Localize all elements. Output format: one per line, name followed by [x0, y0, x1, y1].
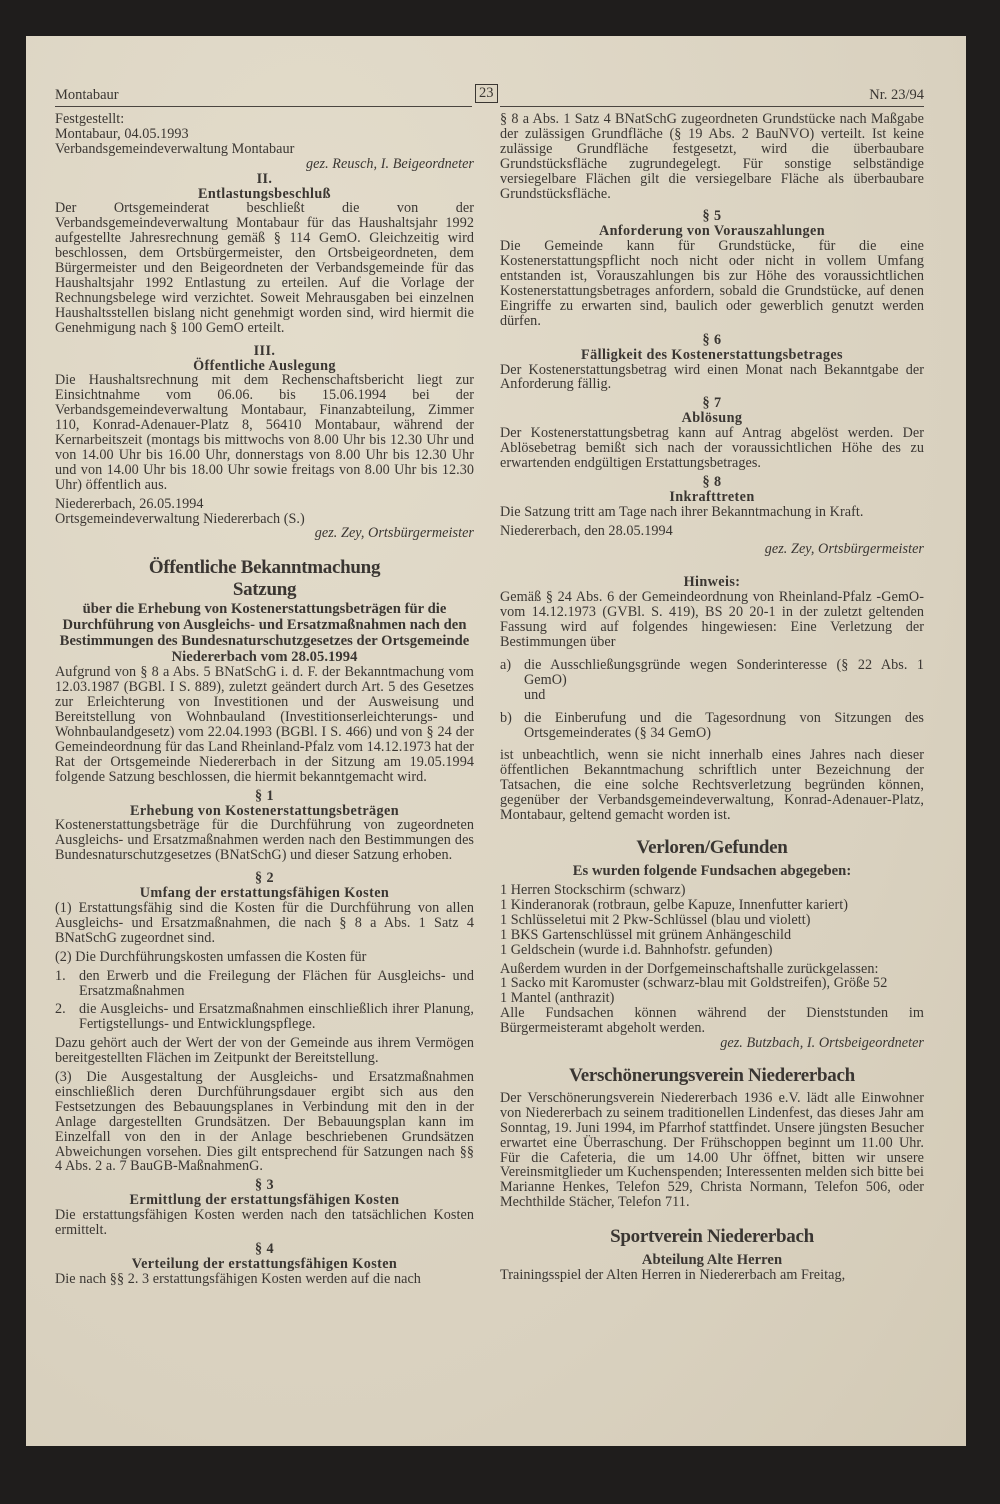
paragraph-8-title: Inkrafttreten	[669, 488, 755, 505]
paragraph-1-title: Erhebung von Kostenerstattungsbeträgen	[129, 802, 399, 819]
list-item-letter: b)	[500, 709, 512, 726]
paragraph-5-body: Die Gemeinde kann für Grundstücke, für die eine Kostenerstattungspflicht noch nicht oder nicht in vollem Umfang entstanden ist, Vorauszahlungen bis zur Höhe des voraussichtlichen Kostenerstattungsbetrages anfordern, sobald die Grundstücke, auf denen Eingriffe zu erwarten sind, baulich oder gewerblich genutzt werden dürfen.	[500, 238, 924, 329]
paragraph-2-abs1: (1) Erstattungsfähig sind die Kosten für die Durchführung von allen Ausgleichs- und Ersatzmaßnahmen, die nach § 8 a Abs. 1 Satz 4 BNatSchG zugeordnet sind.	[55, 899, 474, 946]
sportverein-body: Trainingsspiel der Alten Herren in Niedererbach am Freitag,	[500, 1267, 846, 1284]
list-item-number: 2.	[55, 1001, 66, 1018]
list-item: 1 Sacko mit Karomuster (schwarz-blau mit Goldstreifen), Größe 52	[500, 975, 888, 992]
issue-number: Nr. 23/94	[869, 87, 924, 103]
paragraph-3-number: § 3	[255, 1177, 274, 1194]
paragraph-5-title: Anforderung von Vorauszahlungen	[598, 223, 826, 240]
list-item-text: die Ausgleichs- und Ersatzmaßnahmen einschließlich ihrer Planung, Fertigstellungs- und Entwicklungspflege.	[79, 1001, 474, 1033]
festgestellt-date: Montabaur, 04.05.1993	[55, 125, 189, 142]
list-item	[500, 658, 924, 703]
paragraph-6-title: Fälligkeit des Kostenerstattungsbetrages	[581, 346, 843, 363]
list-item: 1 Kinderanorak (rotbraun, gelbe Kapuze, Innenfutter kariert)	[500, 896, 849, 913]
paragraph-8-number: § 8	[702, 473, 722, 490]
hinweis-body: Gemäß § 24 Abs. 6 der Gemeindeordnung von Rheinland-Pfalz -GemO- vom 14.12.1973 (GVBl. S. 419), BS 20 20-1 in der zuletzt geltenden Fassung wird auf folgendes hingewiesen: Eine Verletzung der Bestimmungen über	[500, 589, 924, 650]
festgestellt-signature: gez. Reusch, I. Beigeordneter	[306, 155, 474, 172]
right-column	[500, 112, 924, 1283]
paragraph-7-number: § 7	[702, 395, 722, 412]
section-2-number: II.	[256, 170, 273, 187]
paragraph-1-body: Kostenerstattungsbeträge für die Durchführung von zugeordneten Ausgleichs- und Ersatzmaßnahmen werden nach den Bestimmungen des Bundesnaturschutzgesetzes (BNatSchG) und dieser Satzung erhoben.	[55, 817, 474, 864]
festgestellt-org: Verbandsgemeindeverwaltung Montabaur	[55, 140, 295, 157]
section-3-date: Niedererbach, 26.05.1994	[55, 495, 204, 512]
lost-pickup: Alle Fundsachen können während der Dienststunden im Bürgermeisteramt abgeholt werden.	[500, 1005, 924, 1037]
list-item: 1 Mantel (anthrazit)	[500, 990, 615, 1007]
lost-found-signature: gez. Butzbach, I. Ortsbeigeordneter	[720, 1035, 924, 1052]
paragraph-4-body-continued: § 8 a Abs. 1 Satz 4 BNatSchG zugeordneten Grundstücke nach Maßgabe der zulässigen Grundfläche (§ 19 Abs. 2 BauNVO) verteilt. Ist keine zulässige Grundfläche festgesetzt, wird die überbaubare Grundstücksfläche zugrundegelegt. Für sonstige selbständige versiegelbare Flächen gilt die versiegelbare Fläche als überbaubare Grundstücksfläche.	[500, 111, 924, 202]
hinweis-close: ist unbeachtlich, wenn sie nicht innerhalb eines Jahres nach dieser öffentlichen Bekanntmachung schriftlich unter Bezeichnung der Tatsachen, die eine solche Rechtsverletzung begründen können, gegenüber der Verbandsgemeindeverwaltung, Konrad-Adenauer-Platz, Montabaur, geltend gemacht worden ist.	[500, 747, 924, 824]
paragraph-5-number: § 5	[702, 208, 722, 225]
satzung-signature: gez. Zey, Ortsbürgermeister	[764, 541, 924, 558]
paragraph-7-title: Ablösung	[681, 410, 743, 427]
list-item	[55, 969, 474, 999]
list-item: 1 Geldschein (wurde i.d. Bahnhofstr. gefunden)	[500, 941, 773, 958]
paragraph-3-body: Die erstattungsfähigen Kosten werden nach den tatsächlichen Kosten ermittelt.	[55, 1207, 474, 1239]
list-item-text: die Einberufung und die Tagesordnung von Sitzungen des Ortsgemeinderates (§ 34 GemO)	[524, 709, 924, 741]
list-item	[55, 1002, 474, 1032]
page-header	[55, 87, 924, 107]
paragraph-4-body-start: Die nach §§ 2. 3 erstattungsfähigen Kosten werden auf die nach	[55, 1270, 421, 1287]
verschoenerungsverein-title: Verschönerungsverein Niedererbach	[569, 1064, 855, 1086]
lost-found-subtitle: Es wurden folgende Fundsachen abgegeben:	[572, 862, 852, 879]
paragraph-3-title: Ermittlung der erstattungsfähigen Kosten	[129, 1192, 400, 1209]
paragraph-2-dazu: Dazu gehört auch der Wert der von der Gemeinde aus ihrem Vermögen bereitgestellten Flächen im Zeitpunkt der Bereitstellung.	[55, 1035, 474, 1067]
section-3-number: III.	[253, 342, 276, 359]
paragraph-8-body: Die Satzung tritt am Tage nach ihrer Bekanntmachung in Kraft.	[500, 503, 864, 520]
paragraph-6-body: Der Kostenerstattungsbetrag wird einen Monat nach Bekanntgabe der Anforderung fällig.	[500, 361, 924, 393]
list-item	[500, 711, 924, 741]
paragraph-2-abs2: (2) Die Durchführungskosten umfassen die Kosten für	[55, 948, 367, 965]
paragraph-2-title: Umfang der erstattungsfähigen Kosten	[139, 885, 390, 902]
section-3-title: Öffentliche Auslegung	[193, 357, 336, 374]
page-number: 23	[475, 84, 498, 103]
left-column	[55, 112, 474, 1287]
header-rule-left	[55, 106, 472, 107]
list-item-text: die Ausschließungsgründe wegen Sonderinteresse (§ 22 Abs. 1 GemO)	[524, 656, 924, 688]
hinweis-title: Hinweis:	[683, 574, 741, 591]
verschoenerungsverein-body: Der Verschönerungsverein Niedererbach 1936 e.V. lädt alle Einwohner von Niedererbach zu seinem traditionellen Lindenfest, das dieses Jahr am Sonntag, 19. Juni 1994, im Pfarrhof stattfindet. Unsere jüngsten Besucher erwartet eine Überraschung. Der Frühschoppen beginnt um 11.00 Uhr. Für die Cafeteria, die um 14.00 Uhr öffnet, bitten wir unsere Vereinsmitglieder um Kuchenspenden; Interessenten melden sich bitte bei Marianne Henkes, Telefon 529, Christa Normann, Telefon 506, oder Mechthilde Stächer, Telefon 711.	[500, 1089, 924, 1211]
paragraph-7-body: Der Kostenerstattungsbetrag kann auf Antrag abgelöst werden. Der Ablösebetrag bemißt sich nach der voraussichtlichen Höhe des zu erwartenden endgültigen Erstattungsbetrages.	[500, 425, 924, 471]
section-3-body: Die Haushaltsrechnung mit dem Rechenschaftsbericht liegt zur Einsichtnahme vom 06.06. bis 15.06.1994 bei der Verbandsgemeindeverwaltung Montabaur, Finanzabteilung, Zimmer 110, Konrad-Adenauer-Platz 8, 56410 Montabaur, während der Kernarbeitszeit (montags bis mittwochs von 8.00 Uhr bis 12.30 Uhr und von 14.00 Uhr bis 16.00 Uhr, donnerstags von 8.00 Uhr bis 12.30 Uhr und von 14.00 Uhr bis 18.00 Uhr sowie freitags von 8.00 Uhr bis 12.30 Uhr) öffentlich aus.	[55, 372, 474, 493]
lost-found-title: Verloren/Gefunden	[636, 836, 788, 858]
header-place: Montabaur	[55, 87, 119, 103]
notice-intro: Aufgrund von § 8 a Abs. 5 BNatSchG i. d. F. der Bekanntmachung vom 12.03.1987 (BGBl. I S. 889), zuletzt geändert durch Art. 5 des Gesetzes zur Erleichterung von Investitionen und der Ausweisung und Bereitstellung von Wohnbauland (Investitionserleichterungs- und Wohnbaulandgesetz) vom 22.04.1993 (BGBl. I S. 466) und von § 24 der Gemeindeordnung für das Land Rheinland-Pfalz vom 14.12.1973 hat der Rat der Ortsgemeinde Niedererbach in der Sitzung am 19.05.1994 folgende Satzung beschlossen, die hiermit bekanntgemacht wird.	[55, 664, 474, 785]
list-item-letter: a)	[500, 656, 512, 673]
notice-title: Öffentliche Bekanntmachung	[148, 557, 381, 579]
section-3-org: Ortsgemeindeverwaltung Niedererbach (S.)	[55, 510, 305, 527]
satzung-date: Niedererbach, den 28.05.1994	[500, 522, 673, 539]
list-item: 1 Schlüsseletui mit 2 Pkw-Schlüssel (blau und violett)	[500, 911, 811, 928]
festgestellt-label: Festgestellt:	[55, 111, 125, 127]
paragraph-2-number: § 2	[255, 870, 274, 887]
notice-heading: über die Erhebung von Kostenerstattungsbeträgen für die Durchführung von Ausgleichs- und Ersatzmaßnahmen nach den Bestimmungen des Bundesnaturschutzgesetzes der Ortsgemeinde Niedererbach vom 28.05.1994	[59, 601, 470, 666]
lost-hall-intro: Außerdem wurden in der Dorfgemeinschaftshalle zurückgelassen:	[500, 960, 879, 977]
section-3-signature: gez. Zey, Ortsbürgermeister	[314, 525, 474, 542]
paragraph-4-title: Verteilung der erstattungsfähigen Kosten	[131, 1255, 398, 1272]
sportverein-title: Sportverein Niedererbach	[610, 1226, 814, 1248]
list-item: 1 BKS Gartenschlüssel mit grünem Anhängeschild	[500, 926, 792, 943]
list-item-text: den Erwerb und die Freilegung der Flächen für Ausgleichs- und Ersatzmaßnahmen	[79, 967, 474, 999]
list-item-number: 1.	[55, 967, 66, 984]
paragraph-4-number: § 4	[255, 1241, 274, 1257]
list-item-tail: und	[524, 686, 546, 703]
list-item: 1 Herren Stockschirm (schwarz)	[500, 881, 686, 898]
paragraph-1-number: § 1	[255, 787, 274, 804]
section-2-title: Entlastungsbeschluß	[198, 185, 331, 202]
section-2-body: Der Ortsgemeinderat beschließt die von der Verbandsgemeindeverwaltung Montabaur für das Haushaltsjahr 1992 aufgestellte Jahresrechnung gemäß § 114 GemO. Gleichzeitig wird beschlossen, dem Ortsbürgermeister, den Ortsbeigeordneten, dem Bürgermeister und den Beigeordneten der Verbandsgemeinde für das Haushaltsjahr 1992 Entlastung zu erteilen. Auf die Vorlage der Rechnungsbelege wird verzichtet. Soweit Mehrausgaben bei einzelnen Haushaltsstellen bislang nicht genehmigt worden sind, wird hiermit die Genehmigung nach § 100 GemO erteilt.	[55, 200, 474, 336]
paragraph-2-abs3: (3) Die Ausgestaltung der Ausgleichs- und Ersatzmaßnahmen einschließlich deren Durchführungsdauer ergibt sich aus den Festsetzungen des Bebauungsplanes in Verbindung mit den in der Anlage dargestellten Grundsätzen. Der Bebauungsplan kann im Einzelfall von den in der Anlage beschriebenen Grundsätzen Abweichungen vorsehen. Dies gilt entsprechend für Satzungen nach §§ 4 Abs. 2 a. 7 BauGB-MaßnahmenG.	[55, 1069, 474, 1175]
sportverein-subtitle: Abteilung Alte Herren	[641, 1252, 783, 1269]
notice-subtitle: Satzung	[232, 579, 297, 601]
header-rule-right	[500, 106, 924, 107]
paragraph-6-number: § 6	[702, 331, 722, 348]
